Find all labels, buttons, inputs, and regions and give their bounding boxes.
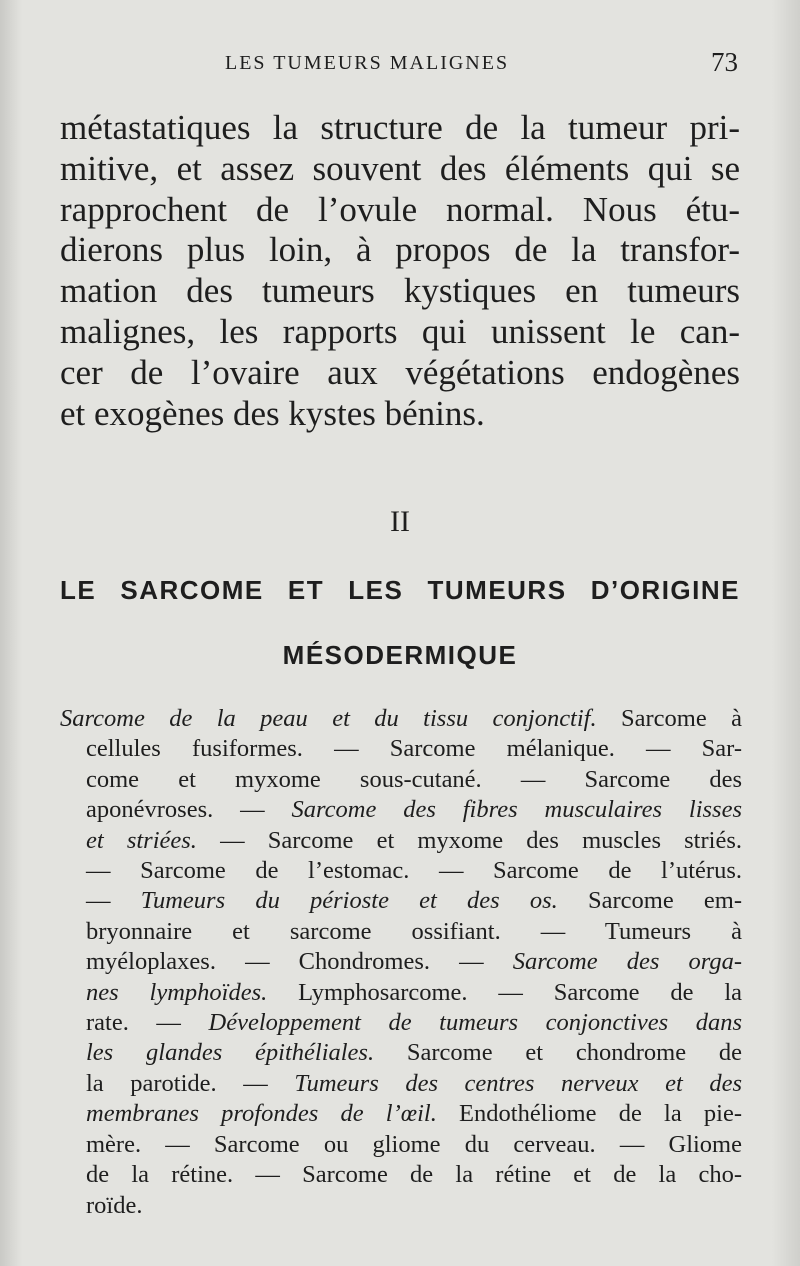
chapter-subtitle: MÉSODERMIQUE bbox=[282, 640, 518, 670]
summary-text: come et myxome sous-cutané. — Sarcome des bbox=[86, 765, 742, 793]
summary-text: de la rétine. — Sarcome de la rétine et de la cho- bbox=[86, 1161, 742, 1189]
summary-text: Sarcome em- bbox=[557, 887, 742, 915]
summary-line bbox=[60, 1008, 742, 1038]
summary-text: roïde. bbox=[86, 1191, 143, 1219]
summary-topic-italic: les glandes épithéliales. bbox=[86, 1039, 375, 1067]
summary-line bbox=[60, 765, 742, 795]
summary-text: — bbox=[86, 887, 141, 915]
summary-line bbox=[60, 947, 742, 977]
running-title: LES TUMEURS MALIGNES bbox=[225, 52, 510, 74]
intro-line: mation des tumeurs kystiques en tumeurs bbox=[60, 271, 740, 311]
summary-line bbox=[60, 1069, 742, 1099]
summary-topic-italic: Sarcome de la peau et du tissu conjonctif. bbox=[60, 705, 597, 732]
chapter-summary bbox=[60, 704, 742, 1221]
summary-line bbox=[60, 826, 742, 856]
intro-line: et exogènes des kystes bénins. bbox=[60, 393, 485, 433]
summary-text: la parotide. — bbox=[86, 1069, 295, 1097]
summary-text: — Sarcome de l’estomac. — Sarcome de l’utérus. bbox=[86, 857, 742, 885]
summary-line bbox=[60, 1038, 742, 1068]
summary-topic-italic: Sarcome des orga- bbox=[512, 948, 743, 976]
summary-topic-italic: Tumeurs des centres nerveux et des bbox=[294, 1069, 743, 1097]
intro-line: dierons plus loin, à propos de la transfor- bbox=[60, 230, 740, 270]
summary-line bbox=[60, 917, 742, 947]
summary-line bbox=[60, 734, 742, 764]
summary-topic-italic: Développement de tumeurs conjonctives dans bbox=[208, 1009, 742, 1037]
summary-line bbox=[60, 1099, 742, 1129]
summary-text: aponévroses. — bbox=[86, 796, 292, 824]
page-number: 73 bbox=[711, 47, 738, 77]
summary-topic-italic: et striées. bbox=[86, 826, 197, 854]
summary-text: Sarcome à bbox=[596, 705, 742, 732]
intro-line: cer de l’ovaire aux végétations endogènes bbox=[60, 352, 740, 392]
summary-text: Sarcome et chondrome de bbox=[374, 1039, 743, 1067]
summary-topic-italic: Tumeurs du périoste et des os. bbox=[140, 887, 558, 915]
summary-text: Lymphosarcome. — Sarcome de la bbox=[267, 978, 742, 1006]
summary-text: Endothéliome de la pie- bbox=[436, 1100, 743, 1128]
summary-text: — Sarcome et myxome des muscles striés. bbox=[196, 826, 742, 854]
intro-line: malignes, les rapports qui unissent le can- bbox=[60, 311, 740, 351]
summary-text: mère. — Sarcome ou gliome du cerveau. — Gliome bbox=[86, 1130, 742, 1158]
summary-line bbox=[60, 795, 742, 825]
summary-topic-italic: Sarcome des fibres musculaires lisses bbox=[291, 796, 742, 824]
summary-line bbox=[60, 886, 742, 916]
intro-line: rapprochent de l’ovule normal. Nous étu- bbox=[60, 189, 740, 229]
summary-text: bryonnaire et sarcome ossifiant. — Tumeurs à bbox=[86, 917, 742, 945]
summary-line bbox=[60, 1130, 742, 1160]
summary-text: myéloplaxes. — Chondromes. — bbox=[86, 948, 513, 976]
summary-line bbox=[60, 856, 742, 886]
summary-topic-italic: nes lymphoïdes. bbox=[86, 978, 268, 1006]
summary-line bbox=[60, 1160, 742, 1190]
intro-line: mitive, et assez souvent des éléments qui se bbox=[60, 148, 740, 188]
summary-topic-italic: membranes profondes de l’œil. bbox=[86, 1100, 437, 1128]
intro-line: métastatiques la structure de la tumeur pri- bbox=[60, 108, 740, 147]
summary-text: cellules fusiformes. — Sarcome mélanique. — Sar- bbox=[86, 735, 742, 763]
intro-paragraph bbox=[60, 108, 740, 434]
summary-line bbox=[60, 978, 742, 1008]
summary-text: rate. — bbox=[86, 1009, 209, 1037]
section-number: II bbox=[390, 505, 410, 538]
summary-line bbox=[60, 1191, 742, 1221]
chapter-title: LE SARCOME ET LES TUMEURS D’ORIGINE bbox=[60, 575, 740, 605]
summary-line bbox=[60, 704, 742, 734]
